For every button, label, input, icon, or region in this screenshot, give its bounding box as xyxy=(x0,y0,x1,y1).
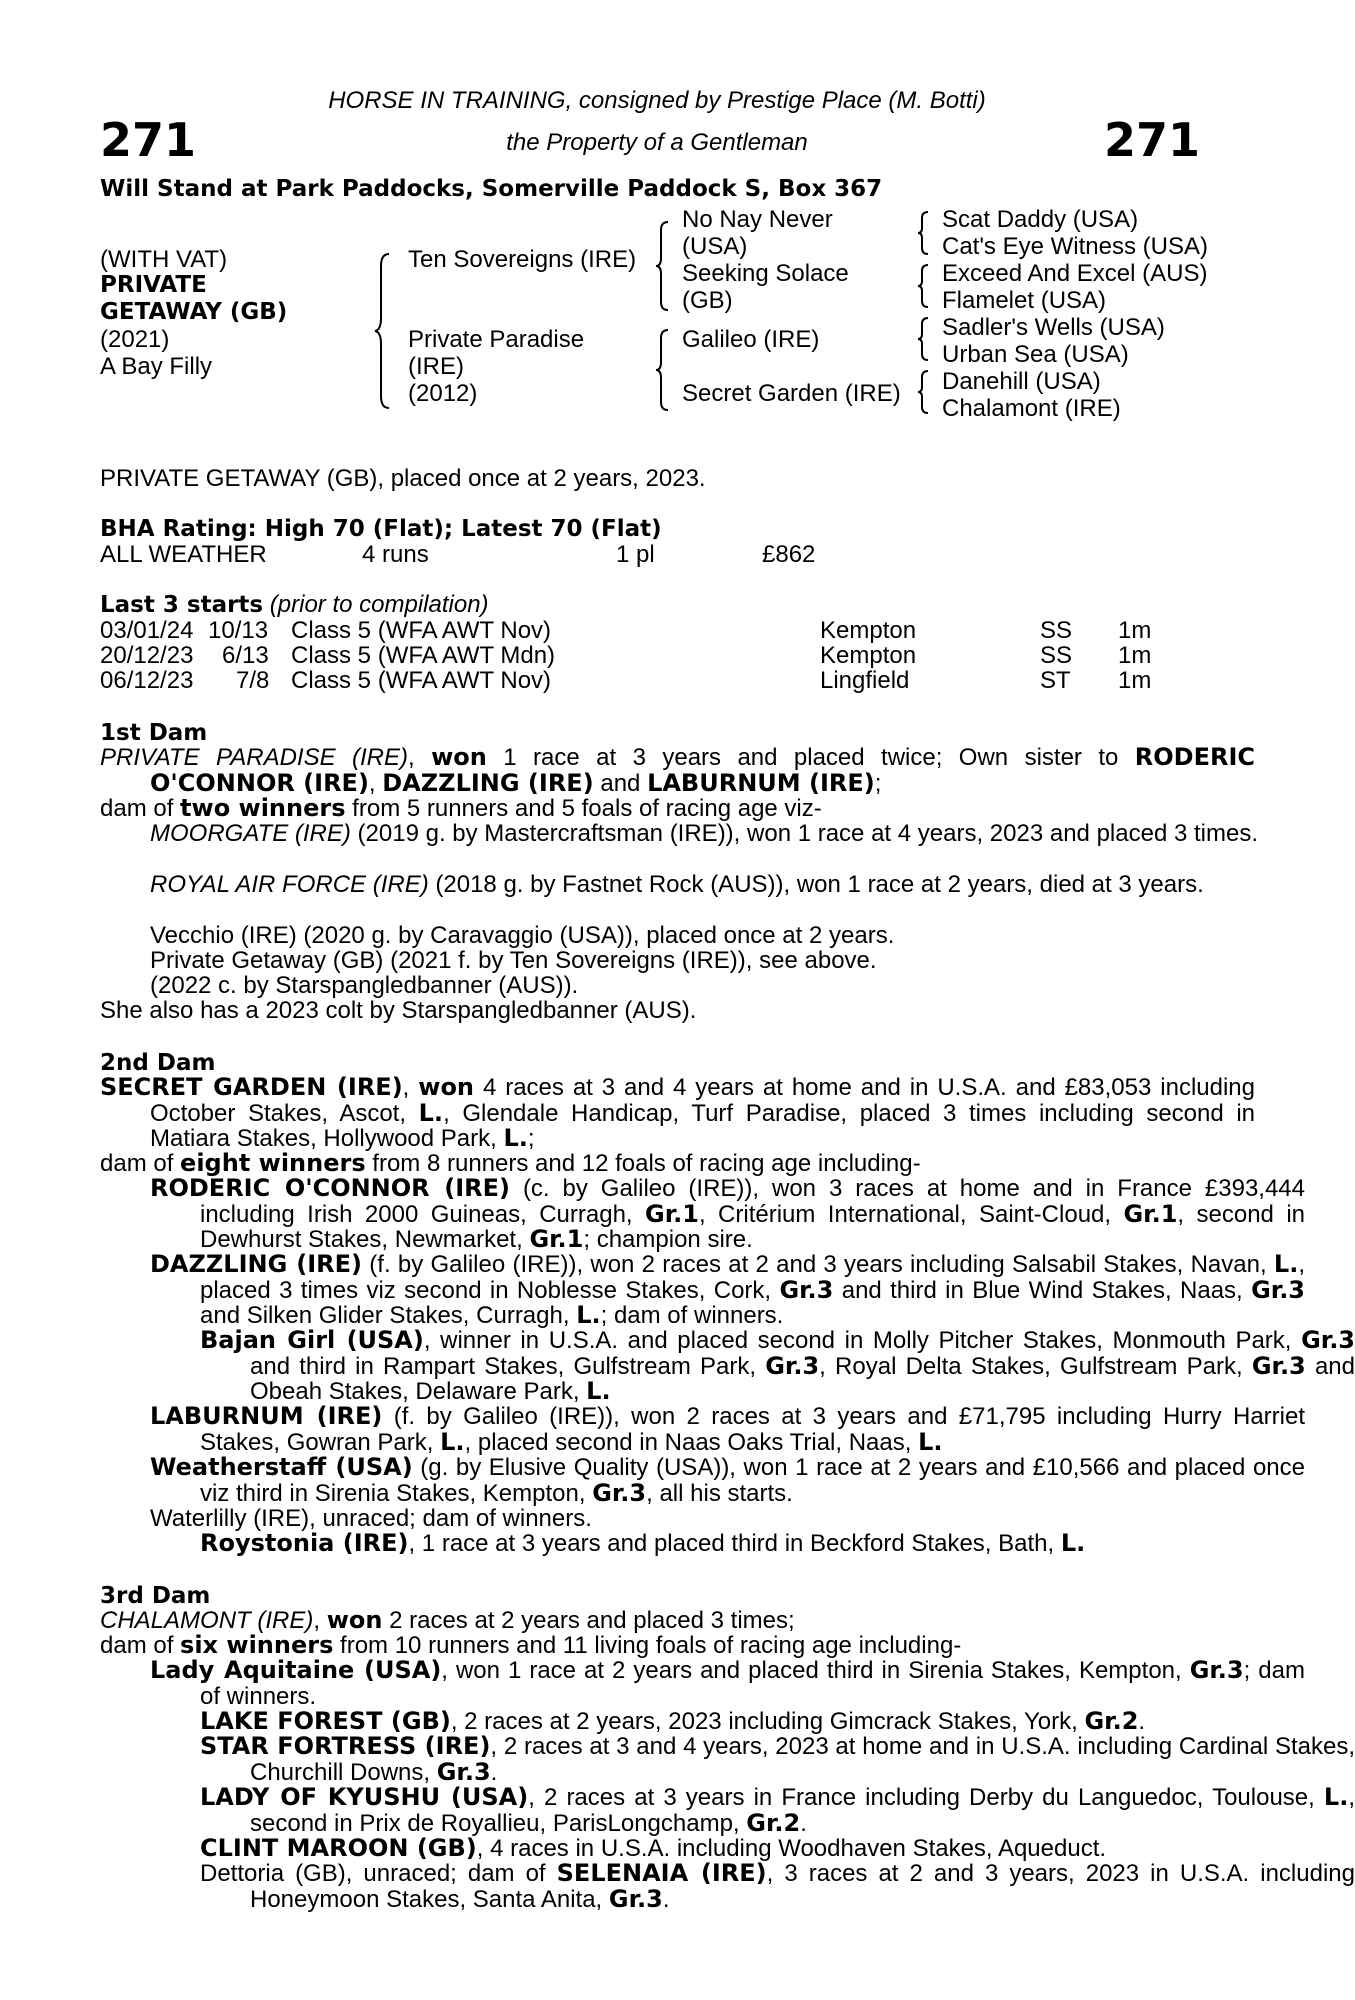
start-distance: 1m xyxy=(1118,642,1152,669)
foal-name: Roystonia (IRE) xyxy=(200,1529,409,1557)
won-label: won xyxy=(418,1073,475,1101)
dam2-para-5 xyxy=(100,1328,1355,1405)
foal-name: LADY OF KYUSHU (USA) xyxy=(200,1783,529,1811)
start-position: 10/13 xyxy=(208,617,269,644)
start-course: Lingfield xyxy=(820,667,910,694)
pedigree-g7: Danehill (USA) xyxy=(942,368,1101,395)
grade-label: Gr.3 xyxy=(765,1351,820,1380)
start-position: 7/8 xyxy=(236,667,270,694)
pedigree-g3: Exceed And Excel (AUS) xyxy=(942,260,1208,287)
pedigree-dam-line2: (IRE) xyxy=(408,353,464,380)
dam2-para-3 xyxy=(100,1176,1305,1253)
dam2-para-4 xyxy=(100,1252,1305,1329)
dam3-para-3 xyxy=(100,1658,1305,1709)
dam3-para-1 xyxy=(100,1608,1205,1634)
rating-surface: ALL WEATHER xyxy=(100,541,267,568)
start-going: SS xyxy=(1040,642,1073,669)
dam3-para-2 xyxy=(100,1633,1205,1659)
dam3-heading: 3rd Dam xyxy=(100,1583,211,1609)
horse-name-line1: PRIVATE xyxy=(100,272,207,298)
dam-name: PRIVATE PARADISE (IRE) xyxy=(100,744,409,771)
pedigree-g2: Cat's Eye Witness (USA) xyxy=(942,233,1208,260)
text-run: 4 races at 3 and 4 years at home and in U.S.A. and £83,053 including October Stakes, Ascot, xyxy=(150,1074,1255,1127)
won-label: won xyxy=(431,743,487,771)
text-run: and xyxy=(593,769,648,797)
text-run: (c. by Galileo (IRE)), won 3 races at home and in France £393,444 including Irish 2000 Guineas, Curragh, xyxy=(200,1175,1306,1228)
text-run: , 3 races at 2 and 3 years, 2023 in U.S.A. including Honeymoon Stakes, Santa Anita, xyxy=(250,1860,1355,1913)
grade-label: L. xyxy=(1273,1250,1299,1278)
grade-label: Gr.3 xyxy=(1251,1351,1306,1380)
text-run: from 8 runners and 12 foals of racing age including- xyxy=(365,1150,921,1177)
start-going: SS xyxy=(1040,617,1073,644)
grade-label: Gr.3 xyxy=(779,1275,834,1304)
winners-count: eight winners xyxy=(180,1149,366,1177)
dam3-para-4 xyxy=(100,1709,1355,1735)
dam3-para-8 xyxy=(100,1861,1355,1912)
pedigree-g1: Scat Daddy (USA) xyxy=(942,206,1139,233)
text-run: 1 race at 3 years and placed twice; Own sister to xyxy=(486,744,1135,771)
grade-label: L. xyxy=(576,1301,601,1329)
foal-name: LAKE FOREST (GB) xyxy=(200,1707,451,1735)
pedigree-dam-sire: Galileo (IRE) xyxy=(682,326,820,353)
pedigree-brace-dam xyxy=(656,328,672,412)
text-run: from 10 runners and 11 living foals of racing age including- xyxy=(333,1632,962,1659)
text-run: , second in Dewhurst Stakes, Newmarket, xyxy=(200,1200,1306,1253)
grade-label: L. xyxy=(1323,1783,1349,1811)
grade-label: Gr.3 xyxy=(1189,1656,1244,1684)
consignor-line: HORSE IN TRAINING, consigned by Prestige Place (M. Botti) xyxy=(328,87,986,114)
foal-name: LABURNUM (IRE) xyxy=(150,1402,383,1430)
text-run: , xyxy=(313,1607,327,1634)
pedigree-sire: Ten Sovereigns (IRE) xyxy=(408,246,637,273)
sibling-name: DAZZLING (IRE) xyxy=(382,768,594,797)
foal-name: Weatherstaff (USA) xyxy=(150,1453,413,1481)
last-starts-heading xyxy=(100,592,489,618)
text-run: , 2 races at 2 years, 2023 including Gimcrack Stakes, York, xyxy=(450,1708,1085,1735)
text-run: dam of xyxy=(100,1150,181,1177)
grade-label: L. xyxy=(1060,1529,1086,1557)
text-run: (g. by Elusive Quality (USA)), won 1 race at 2 years and £10,566 and placed once viz third in Sirenia Stakes, Kempton, xyxy=(200,1454,1305,1507)
grade-label: Gr.3 xyxy=(436,1757,491,1786)
text-run: (f. by Galileo (IRE)), won 2 races at 3 years and £71,795 including Hurry Harriet Stakes, Gowran Park, xyxy=(200,1403,1306,1456)
lot-number-right: 271 xyxy=(1103,113,1200,167)
text-run: . xyxy=(662,1885,670,1913)
race-summary: PRIVATE GETAWAY (GB), placed once at 2 years, 2023. xyxy=(100,465,706,492)
text-run: and Silken Glider Stakes, Curragh, xyxy=(200,1302,577,1329)
won-label: won xyxy=(326,1606,383,1634)
dam2-heading: 2nd Dam xyxy=(100,1050,216,1076)
text-run: , xyxy=(368,769,383,797)
text-run: , winner in U.S.A. and placed second in Molly Pitcher Stakes, Monmouth Park, xyxy=(423,1327,1302,1354)
last-starts-note: (prior to compilation) xyxy=(269,591,489,618)
dam1-heading: 1st Dam xyxy=(100,720,208,746)
horse-vat: (WITH VAT) xyxy=(100,246,228,273)
dam2-para-8: Waterlilly (IRE), unraced; dam of winners. xyxy=(150,1505,592,1532)
text-run: ; xyxy=(874,769,882,797)
foal-name: SELENAIA (IRE) xyxy=(556,1859,767,1887)
dam2-para-6 xyxy=(100,1404,1305,1455)
start-position: 6/13 xyxy=(222,642,269,669)
foal-name: MOORGATE (IRE) xyxy=(150,820,351,847)
dam3-para-6 xyxy=(100,1785,1355,1836)
pedigree-brace-g34 xyxy=(918,263,932,309)
grade-label: L. xyxy=(918,1427,943,1456)
start-going: ST xyxy=(1040,667,1071,694)
pedigree-sire-dam-line2: (GB) xyxy=(682,287,733,314)
text-run: ; dam of winners. xyxy=(600,1302,784,1329)
pedigree-brace-g56 xyxy=(918,316,932,362)
stabling-line: Will Stand at Park Paddocks, Somerville Paddock S, Box 367 xyxy=(100,176,883,202)
foal-name: Bajan Girl (USA) xyxy=(200,1326,424,1354)
start-date: 06/12/23 xyxy=(100,667,194,694)
rating-earnings: £862 xyxy=(762,541,816,568)
pedigree-brace-g78 xyxy=(918,369,932,415)
text-run: ; dam of winners. xyxy=(200,1657,1305,1710)
grade-label: L. xyxy=(440,1427,465,1456)
foal-name: CLINT MAROON (GB) xyxy=(200,1834,477,1862)
grade-label: Gr.1 xyxy=(529,1225,584,1253)
start-distance: 1m xyxy=(1118,617,1152,644)
dam1-para-7: (2022 c. by Starspangledbanner (AUS)). xyxy=(150,972,579,999)
text-run: ; xyxy=(527,1125,535,1152)
start-race: Class 5 (WFA AWT Nov) xyxy=(291,617,552,644)
dam1-para-8: She also has a 2023 colt by Starspangledbanner (AUS). xyxy=(100,997,697,1024)
last-starts-title: Last 3 starts xyxy=(100,592,264,618)
dam1-para-3 xyxy=(100,821,1305,847)
horse-name-line2: GETAWAY (GB) xyxy=(100,299,288,325)
foal-name: RODERIC O'CONNOR (IRE) xyxy=(150,1174,511,1202)
text-run: Dettoria (GB), unraced; dam of xyxy=(200,1860,557,1887)
dam1-para-2 xyxy=(100,796,1205,822)
pedigree-brace-sire xyxy=(656,220,672,312)
foal-name: Lady Aquitaine (USA) xyxy=(150,1656,442,1684)
text-run: , all his starts. xyxy=(646,1479,793,1507)
sibling-name: RODERIC O'CONNOR (IRE) xyxy=(150,743,1255,797)
text-run: . xyxy=(800,1809,807,1837)
rating-runs: 4 runs xyxy=(362,541,429,568)
start-course: Kempton xyxy=(820,642,917,669)
sibling-name: LABURNUM (IRE) xyxy=(647,768,875,797)
dam1-para-1 xyxy=(100,745,1255,796)
pedigree-dam-line1: Private Paradise xyxy=(408,326,585,353)
grade-label: Gr.3 xyxy=(592,1478,647,1507)
property-line: the Property of a Gentleman xyxy=(506,129,808,156)
pedigree-sire-sire-line1: No Nay Never xyxy=(682,206,833,233)
dam3-para-5 xyxy=(100,1734,1355,1785)
start-race: Class 5 (WFA AWT Nov) xyxy=(291,667,552,694)
grade-label: Gr.3 xyxy=(1251,1275,1306,1304)
text-run: . xyxy=(490,1758,498,1786)
start-race: Class 5 (WFA AWT Mdn) xyxy=(291,642,556,669)
dam2-para-7 xyxy=(100,1455,1305,1506)
start-distance: 1m xyxy=(1118,667,1152,694)
grade-label: Gr.2 xyxy=(1084,1707,1139,1735)
dam1-para-5: Vecchio (IRE) (2020 g. by Caravaggio (USA)), placed once at 2 years. xyxy=(150,922,895,949)
grade-label: Gr.1 xyxy=(1123,1199,1178,1228)
text-run: , 2 races at 3 and 4 years, 2023 at home and in U.S.A. including Cardinal Stakes, Churchill Downs, xyxy=(250,1733,1355,1786)
text-run: , won 1 race at 2 years and placed third in Sirenia Stakes, Kempton, xyxy=(441,1657,1190,1684)
text-run: , 1 race at 3 years and placed third in Beckford Stakes, Bath, xyxy=(408,1530,1061,1557)
dam1-para-6: Private Getaway (GB) (2021 f. by Ten Sovereigns (IRE)), see above. xyxy=(150,947,877,974)
dam1-para-4 xyxy=(100,872,1305,898)
grade-label: L. xyxy=(503,1124,528,1152)
dam2-para-2 xyxy=(100,1151,1205,1177)
text-run: , Critérium International, Saint-Cloud, xyxy=(698,1200,1124,1228)
start-course: Kempton xyxy=(820,617,917,644)
text-run: ; champion sire. xyxy=(583,1226,753,1253)
rating-placed: 1 pl xyxy=(616,541,655,568)
text-run: , 4 races in U.S.A. including Woodhaven Stakes, Aqueduct. xyxy=(476,1835,1107,1862)
foal-name: ROYAL AIR FORCE (IRE) xyxy=(150,871,429,898)
text-run: dam of xyxy=(100,1632,181,1659)
pedigree-g6: Urban Sea (USA) xyxy=(942,341,1129,368)
text-run: (2018 g. by Fastnet Rock (AUS)), won 1 race at 2 years, died at 3 years. xyxy=(428,871,1204,898)
text-run: and third in Rampart Stakes, Gulfstream Park, xyxy=(250,1352,766,1380)
foal-name: DAZZLING (IRE) xyxy=(150,1250,363,1278)
dam-name: CHALAMONT (IRE) xyxy=(100,1607,314,1634)
pedigree-g5: Sadler's Wells (USA) xyxy=(942,314,1165,341)
grade-label: L. xyxy=(586,1377,611,1405)
text-run: 2 races at 2 years and placed 3 times; xyxy=(382,1607,795,1634)
winners-count: six winners xyxy=(180,1631,334,1659)
dam2-para-1 xyxy=(100,1075,1255,1152)
grade-label: L. xyxy=(418,1098,444,1127)
horse-description: A Bay Filly xyxy=(100,353,213,380)
start-date: 20/12/23 xyxy=(100,642,194,669)
text-run: , Glendale Handicap, Turf Paradise, placed 3 times including second in Matiara Stakes, Hollywood Park, xyxy=(150,1099,1256,1152)
text-run: , 2 races at 3 years in France including Derby du Languedoc, Toulouse, xyxy=(528,1784,1324,1811)
dam-name: SECRET GARDEN (IRE) xyxy=(100,1073,403,1101)
grade-label: Gr.3 xyxy=(608,1884,663,1913)
pedigree-g4: Flamelet (USA) xyxy=(942,287,1107,314)
grade-label: Gr.2 xyxy=(746,1808,801,1837)
text-run: , second in Prix de Royallieu, ParisLongchamp, xyxy=(250,1784,1355,1837)
text-run: , xyxy=(408,744,432,771)
text-run: . xyxy=(1138,1708,1146,1735)
foal-name: STAR FORTRESS (IRE) xyxy=(200,1732,491,1760)
pedigree-sire-dam-line1: Seeking Solace xyxy=(682,260,849,287)
text-run: from 5 runners and 5 foals of racing age viz- xyxy=(345,795,822,822)
winners-count: two winners xyxy=(180,794,346,822)
text-run: , xyxy=(402,1074,419,1101)
text-run: , Royal Delta Stakes, Gulfstream Park, xyxy=(819,1352,1252,1380)
text-run: dam of xyxy=(100,795,181,822)
dam3-para-7 xyxy=(100,1836,1355,1862)
pedigree-dam-dam: Secret Garden (IRE) xyxy=(682,380,901,407)
dam2-para-9 xyxy=(100,1531,1305,1557)
horse-year: (2021) xyxy=(100,326,170,353)
text-run: , placed second in Naas Oaks Trial, Naas, xyxy=(464,1428,919,1456)
pedigree-dam-line3: (2012) xyxy=(408,380,478,407)
text-run: (f. by Galileo (IRE)), won 2 races at 2 and 3 years including Salsabil Stakes, Navan, xyxy=(362,1251,1274,1278)
text-run: and third in Blue Wind Stakes, Naas, xyxy=(833,1276,1252,1304)
text-run: (2019 g. by Mastercraftsman (IRE)), won 1 race at 4 years, 2023 and placed 3 times. xyxy=(350,820,1258,847)
grade-label: Gr.1 xyxy=(645,1199,699,1228)
pedigree-g8: Chalamont (IRE) xyxy=(942,395,1121,422)
text-run: , placed 3 times viz second in Noblesse Stakes, Cork, xyxy=(200,1251,1306,1304)
pedigree-sire-sire-line2: (USA) xyxy=(682,233,748,260)
pedigree-brace-g12 xyxy=(918,210,932,256)
lot-number-left: 271 xyxy=(100,113,197,167)
grade-label: Gr.3 xyxy=(1301,1326,1355,1354)
text-run: and Obeah Stakes, Delaware Park, xyxy=(250,1352,1355,1405)
pedigree-brace-main xyxy=(375,252,395,410)
rating-title: BHA Rating: High 70 (Flat); Latest 70 (Flat) xyxy=(100,516,662,542)
start-date: 03/01/24 xyxy=(100,617,194,644)
